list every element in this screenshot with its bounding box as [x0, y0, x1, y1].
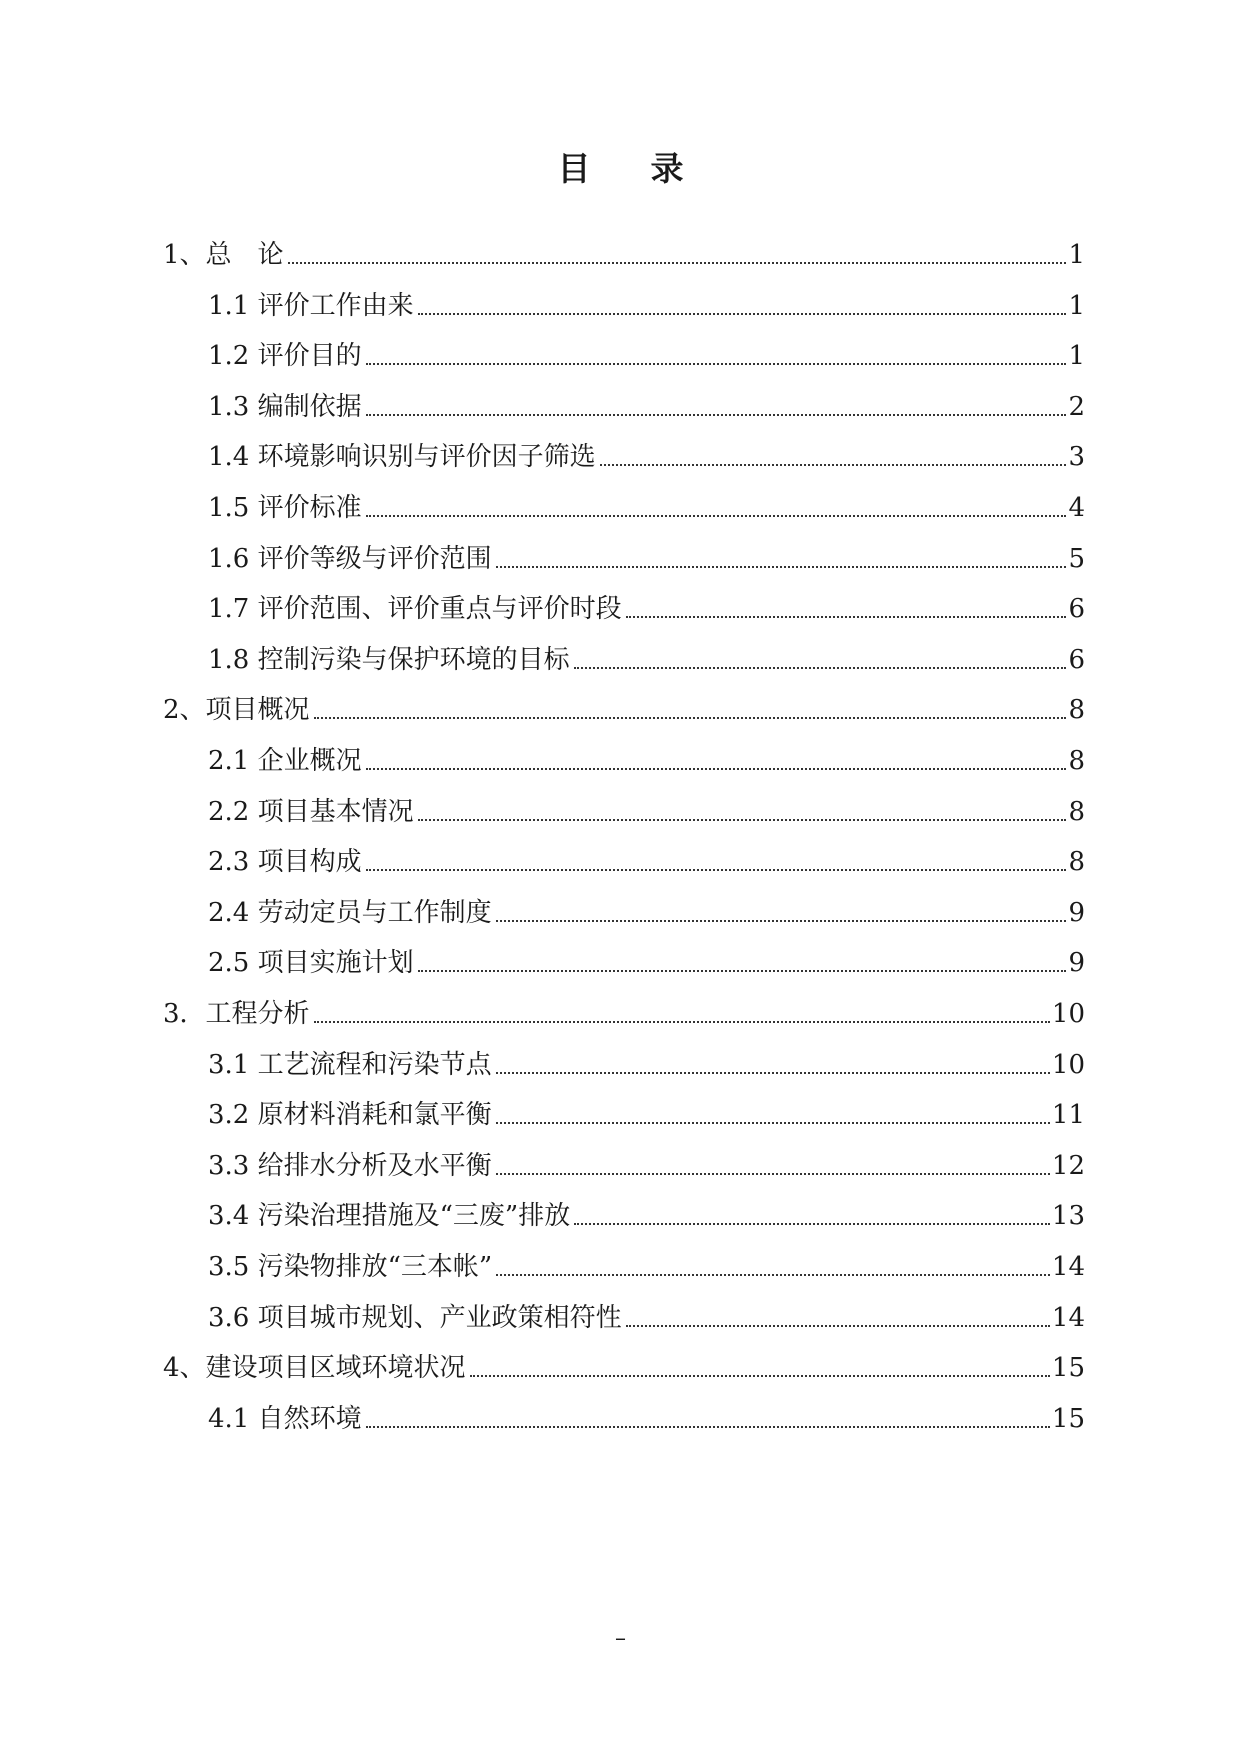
toc-entry-page-number: 4 [1068, 493, 1085, 523]
toc-entry-page-number: 2 [1068, 391, 1085, 422]
toc-entry[interactable] [208, 1300, 1085, 1336]
toc-dot-leader [418, 313, 1067, 315]
toc-entry-page-number: 9 [1068, 897, 1085, 928]
toc-dot-leader [366, 515, 1067, 517]
toc-entry-title: 2.1 企业概况 [208, 746, 362, 776]
toc-entry-title: 3.1 工艺流程和污染节点 [208, 1049, 492, 1080]
toc-dot-leader [626, 616, 1067, 618]
toc-entry-page-number: 14 [1051, 1302, 1085, 1333]
toc-entry-page-number: 9 [1068, 948, 1085, 979]
toc-entry[interactable] [163, 237, 1085, 273]
toc-entry[interactable] [208, 439, 1085, 475]
toc-dot-leader [366, 869, 1067, 871]
page-title-part2: 录 [650, 149, 684, 188]
toc-entry[interactable] [208, 288, 1085, 324]
toc-dot-leader [496, 1274, 1050, 1276]
toc-dot-leader [496, 1173, 1050, 1175]
toc-entry-title: 1、总 论 [163, 240, 284, 270]
toc-entry-title: 3.4 污染治理措施及“三废”排放 [208, 1201, 571, 1232]
toc-entry-title: 2.5 项目实施计划 [208, 948, 414, 979]
toc-entry[interactable] [208, 541, 1085, 577]
toc-entry-title: 1.4 环境影响识别与评价因子筛选 [208, 442, 596, 473]
toc-entry-page-number: 10 [1051, 999, 1085, 1029]
toc-entry-page-number: 1 [1068, 290, 1085, 321]
toc-entry[interactable] [208, 1097, 1085, 1133]
toc-dot-leader [496, 566, 1067, 568]
toc-entry[interactable] [208, 743, 1085, 779]
toc-entry-title: 3.6 项目城市规划、产业政策相符性 [208, 1302, 622, 1333]
toc-dot-leader [366, 768, 1067, 770]
toc-entry-page-number: 14 [1051, 1252, 1085, 1282]
toc-entry-title: 3.3 给排水分析及水平衡 [208, 1150, 492, 1181]
toc-entry[interactable] [208, 895, 1085, 931]
toc-entry[interactable] [208, 389, 1085, 425]
toc-dot-leader [574, 1223, 1050, 1225]
toc-entry-page-number: 10 [1051, 1049, 1085, 1080]
toc-dot-leader [366, 1426, 1050, 1428]
toc-dot-leader [366, 414, 1067, 416]
toc-entry-page-number: 6 [1068, 594, 1085, 625]
toc-entry[interactable] [208, 490, 1085, 526]
toc-entry[interactable] [163, 1350, 1085, 1386]
toc-entry[interactable] [163, 692, 1085, 728]
toc-entry-page-number: 11 [1051, 1100, 1085, 1131]
toc-entry[interactable] [208, 591, 1085, 627]
toc-entry-title: 1.5 评价标准 [208, 493, 362, 523]
toc-entry-page-number: 13 [1051, 1201, 1085, 1232]
toc-entry-title: 1.8 控制污染与保护环境的目标 [208, 644, 570, 675]
toc-entry-title: 4.1 自然环境 [208, 1403, 362, 1434]
toc-entry[interactable] [208, 1401, 1085, 1437]
toc-entry-title: 1.6 评价等级与评价范围 [208, 543, 492, 574]
toc-entry-title: 1.7 评价范围、评价重点与评价时段 [208, 594, 622, 625]
toc-entry-title: 1.1 评价工作由来 [208, 290, 414, 321]
toc-dot-leader [496, 1072, 1050, 1074]
toc-entry[interactable] [208, 794, 1085, 830]
toc-entry-title: 3.2 原材料消耗和氯平衡 [208, 1100, 492, 1131]
toc-dot-leader [418, 970, 1067, 972]
page-number-marker: – [615, 1626, 626, 1651]
page-title-part1: 目 [557, 149, 591, 188]
toc-entry-title: 4、建设项目区域环境状况 [163, 1353, 466, 1384]
toc-entry-page-number: 3 [1068, 442, 1085, 473]
toc-dot-leader [496, 1122, 1050, 1124]
toc-entry-page-number: 8 [1068, 847, 1085, 878]
toc-entry-page-number: 1 [1068, 240, 1085, 270]
toc-entry[interactable] [163, 996, 1085, 1032]
toc-entry[interactable] [208, 1047, 1085, 1083]
toc-dot-leader [600, 464, 1067, 466]
toc-entry-page-number: 15 [1051, 1403, 1085, 1434]
page-title [0, 149, 1241, 188]
toc-entry-page-number: 8 [1068, 695, 1085, 726]
toc-entry[interactable] [208, 1249, 1085, 1285]
toc-entry[interactable] [208, 338, 1085, 374]
toc-dot-leader [366, 363, 1067, 365]
toc-dot-leader [574, 667, 1067, 669]
toc-entry-title: 3．工程分析 [163, 999, 310, 1029]
toc-entry-title: 2.4 劳动定员与工作制度 [208, 897, 492, 928]
toc-entry-title: 2、项目概况 [163, 695, 310, 726]
toc-entry[interactable] [208, 844, 1085, 880]
toc-entry-page-number: 8 [1068, 746, 1085, 776]
toc-dot-leader [314, 1021, 1050, 1023]
toc-entry-page-number: 12 [1051, 1150, 1085, 1181]
toc-entry-page-number: 1 [1068, 341, 1085, 372]
toc-dot-leader [626, 1325, 1050, 1327]
toc-entry-title: 2.2 项目基本情况 [208, 796, 414, 827]
toc-dot-leader [288, 262, 1067, 264]
toc-entry[interactable] [208, 945, 1085, 981]
toc-entry-title: 1.2 评价目的 [208, 341, 362, 372]
toc-entry-title: 1.3 编制依据 [208, 391, 362, 422]
toc-dot-leader [418, 819, 1067, 821]
toc-dot-leader [314, 717, 1067, 719]
toc-entry-title: 3.5 污染物排放“三本帐” [208, 1252, 493, 1282]
toc-entry-title: 2.3 项目构成 [208, 847, 362, 878]
toc-entry-page-number: 8 [1068, 796, 1085, 827]
toc-entry[interactable] [208, 1198, 1085, 1234]
toc-entry-page-number: 15 [1051, 1353, 1085, 1384]
toc-entry-page-number: 5 [1068, 543, 1085, 574]
toc-dot-leader [496, 920, 1067, 922]
toc-entry[interactable] [208, 642, 1085, 678]
toc-dot-leader [470, 1375, 1050, 1377]
toc-entry[interactable] [208, 1148, 1085, 1184]
toc-entry-page-number: 6 [1068, 644, 1085, 675]
